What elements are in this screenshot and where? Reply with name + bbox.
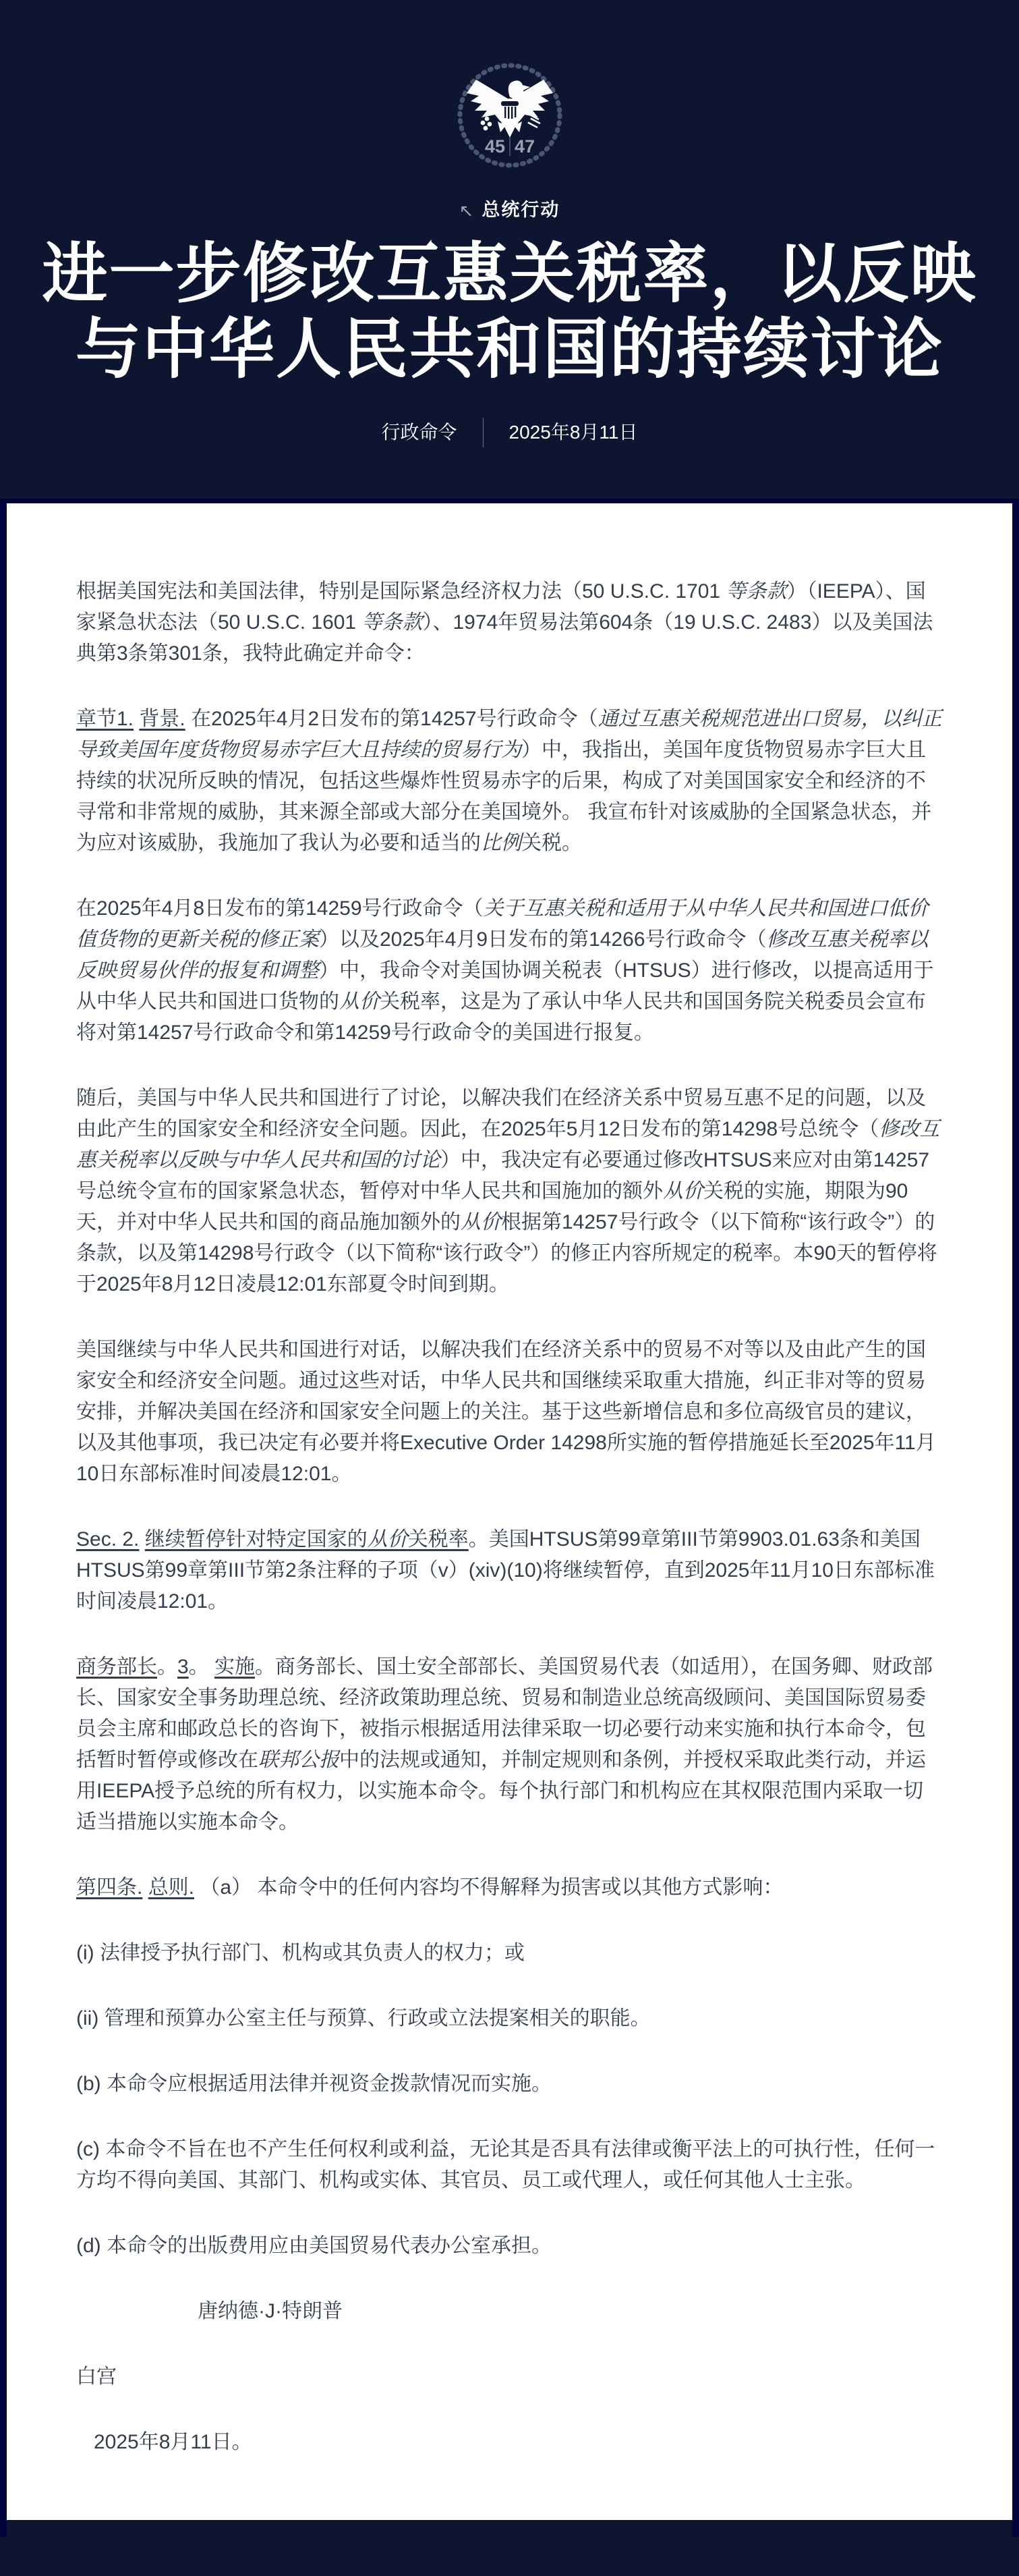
shield-icon bbox=[501, 101, 519, 120]
text-run: ）、1974年贸易法第604条（19 U.S.C. 2483）以及美国法典第3条第301条，我特此确定并命令： bbox=[76, 611, 933, 665]
article-zone bbox=[0, 499, 1019, 2537]
paragraph bbox=[76, 2231, 943, 2262]
text-run: 修改互惠关税率以反映贸易伙伴的报复和调整 bbox=[76, 928, 929, 982]
paragraph bbox=[76, 893, 943, 1048]
text-run: 比例 bbox=[481, 832, 521, 854]
text-run: 美国继续与中华人民共和国进行对话，以解决我们在经济关系中的贸易不对等以及由此产生的国家安全和经济安全问题。通过这些对话，中华人民共和国继续采取重大措施，纠正非对等的贸易安排，并解决美国在经济和国家安全问题上的关注。基于这些新增信息和多位高级官员的建议，以及其他事项，我已决定有必要并将Executive Order 14298所实施的暂停措施延长至2025年11月10日东部标准时间凌晨12:01。 bbox=[76, 1339, 936, 1485]
text-run: 商务部长 bbox=[76, 1656, 157, 1678]
seal-term-45: 45 bbox=[484, 136, 505, 157]
text-run: 总则. bbox=[148, 1876, 195, 1899]
paragraph bbox=[76, 2296, 943, 2327]
text-run: 3 bbox=[177, 1656, 189, 1678]
text-run: 从价 bbox=[461, 1211, 501, 1233]
text-run: 关税。 bbox=[521, 832, 582, 854]
seal-term-47: 47 bbox=[514, 136, 535, 157]
text-run: 继续暂停针对特定国家的 bbox=[144, 1528, 368, 1550]
text-run: 。美国HTSUS第99章第III节第9903.01.63条和美国HTSUS第99章第III节第2条注释的子项（v）(xiv)(10)将继续暂停，直到2025年11月10日东部标准时间凌晨12:01。 bbox=[76, 1528, 935, 1613]
paragraph bbox=[76, 1652, 943, 1838]
presidential-seal bbox=[456, 62, 564, 170]
text-run: ）以及2025年4月9日发布的第14266号行政命令（ bbox=[319, 928, 767, 951]
paragraph bbox=[76, 1335, 943, 1490]
text-run: 关税率，这是为了承认中华人民共和国国务院关税委员会宣布将对第14257号行政命令和第14259号行政命令的美国进行报复。 bbox=[76, 990, 926, 1044]
paragraph bbox=[76, 704, 943, 859]
seal-term-divider bbox=[509, 138, 511, 156]
text-run: 等条款 bbox=[726, 580, 787, 603]
text-run: 等条款 bbox=[361, 611, 423, 634]
breadcrumb-label: 总统行动 bbox=[482, 200, 560, 220]
paragraph bbox=[76, 2134, 943, 2196]
text-run: 关于互惠关税和适用于从中华人民共和国进口低价值货物的更新关税的修正案 bbox=[76, 897, 929, 951]
text-run: 唐纳德·J·特朗普 bbox=[198, 2300, 343, 2322]
text-run: ）中，我命令对美国协调关税表（HTSUS）进行修改，以提高适用于从中华人民共和国进口货物的 bbox=[76, 959, 934, 1013]
article-body bbox=[76, 576, 943, 2458]
text-run: (d) 本命令的出版费用应由美国贸易代表办公室承担。 bbox=[76, 2235, 552, 2257]
text-run: （a） 本命令中的任何内容均不得解释为损害或以其他方式影响： bbox=[194, 1876, 784, 1899]
text-run: 白宫 bbox=[76, 2365, 117, 2388]
text-run: 根据美国宪法和美国法律，特别是国际紧急经济权力法（50 U.S.C. 1701 bbox=[76, 580, 726, 603]
footer-band bbox=[7, 2520, 1012, 2537]
paragraph bbox=[76, 576, 943, 669]
text-run: 第四条. bbox=[76, 1876, 143, 1899]
text-run: 联邦公报 bbox=[258, 1749, 339, 1771]
paragraph bbox=[76, 2069, 943, 2100]
text-run: 随后，美国与中华人民共和国进行了讨论，以解决我们在经济关系中贸易互惠不足的问题，以及由此产生的国家安全和经济安全问题。因此，在2025年5月12日发布的第14298号总统令（ bbox=[76, 1087, 926, 1140]
text-run: 关税的实施，期限为90天，并对中华人民共和国的商品施加额外的 bbox=[76, 1180, 908, 1233]
paragraph bbox=[76, 2361, 943, 2392]
paragraph bbox=[76, 2427, 943, 2458]
text-run: 章节1. bbox=[76, 708, 134, 730]
text-run: 通过互惠关税规范进出口贸易，以纠正导致美国年度货物贸易赤字巨大且持续的贸易行为 bbox=[76, 708, 942, 761]
text-run: ）（IEEPA）、国家紧急状态法（50 U.S.C. 1601 bbox=[76, 580, 926, 634]
text-run: 2025年8月11日。 bbox=[94, 2431, 252, 2453]
text-run: (c) 本命令不旨在也不产生任何权利或利益，无论其是否具有法律或衡平法上的可执行性，任何一方均不得向美国、其部门、机构或实体、其官员、员工或代理人，或任何其他人士主张。 bbox=[76, 2138, 935, 2191]
text-run: 从价 bbox=[367, 1528, 408, 1550]
text-run: 背景. bbox=[139, 708, 185, 730]
text-run: 从价 bbox=[339, 990, 380, 1013]
text-run: 在2025年4月8日发布的第14259号行政命令（ bbox=[76, 897, 484, 920]
paragraph bbox=[76, 1872, 943, 1903]
paragraph bbox=[76, 1524, 943, 1617]
text-run: (i) 法律授予执行部门、机构或其负责人的权力；或 bbox=[76, 1942, 525, 1964]
text-run: 修改互惠关税率以反映与中华人民共和国的讨论 bbox=[76, 1118, 940, 1171]
breadcrumb-presidential-actions[interactable] bbox=[0, 201, 1019, 219]
text-run bbox=[139, 1528, 144, 1550]
page-title: 进一步修改互惠关税率，以反映与中华人民共和国的持续讨论 bbox=[42, 238, 977, 386]
text-run: 中的法规或通知，并制定规则和条例，并授权采取此类行动，并运用IEEPA授予总统的所有权力，以实施本命令。每个执行部门和机构应在其权限范围内采取一切适当措施以实施本命令。 bbox=[76, 1749, 926, 1833]
text-run: 实施 bbox=[214, 1656, 256, 1678]
text-run: 。商务部长、国土安全部部长、美国贸易代表（如适用），在国务卿、财政部长、国家安全事务助理总统、经济政策助理总统、贸易和制造业总统高级顾问、美国国际贸易委员会主席和邮政总长的咨询下，被指示根据适用法律采取一切必要行动来实施和执行本命令，包括暂时暂停或修改在 bbox=[76, 1656, 933, 1771]
text-run: 关税率 bbox=[407, 1528, 469, 1550]
paragraph bbox=[76, 2003, 943, 2034]
text-run: ）中，我指出，美国年度货物贸易赤字巨大且持续的状况所反映的情况，包括这些爆炸性贸易赤字的后果，构成了对美国国家安全和经济的不寻常和非常规的威胁，其来源全部或大部分在美国境外。 我宣布针对该威胁的全国紧急状态，并为应对该威胁，我施加了我认为必要和适当的 bbox=[76, 739, 932, 854]
paragraph bbox=[76, 1083, 943, 1300]
meta-divider bbox=[483, 418, 484, 447]
text-run: 在2025年4月2日发布的第14257号行政命令（ bbox=[185, 708, 598, 730]
text-run: ）中，我决定有必要通过修改HTSUS来应对由第14257号总统令宣布的国家紧急状态，暂停对中华人民共和国施加的额外 bbox=[76, 1149, 930, 1202]
hero-banner bbox=[0, 0, 1019, 499]
article-card bbox=[7, 503, 1012, 2520]
date-label: 2025年8月11日 bbox=[508, 422, 638, 443]
text-run: 。 bbox=[188, 1656, 215, 1678]
text-run: 从价 bbox=[663, 1180, 703, 1202]
article-meta bbox=[0, 418, 1019, 447]
paragraph bbox=[76, 1938, 943, 1969]
text-run: 。 bbox=[157, 1656, 177, 1678]
text-run: 根据第14257号行政令（以下简称“该行政令”）的条款，以及第14298号行政令（以下简称“该行政令”）的修正内容所规定的税率。本90天的暂停将于2025年8月12日凌晨12:01东部夏令时间到期。 bbox=[76, 1211, 937, 1295]
category-label: 行政命令 bbox=[381, 422, 457, 443]
text-run bbox=[142, 1876, 148, 1899]
text-run: (ii) 管理和预算办公室主任与预算、行政或立法提案相关的职能。 bbox=[76, 2007, 651, 2029]
text-run: (b) 本命令应根据适用法律并视资金拨款情况而实施。 bbox=[76, 2073, 552, 2095]
text-run: Sec. 2. bbox=[76, 1528, 140, 1550]
arrow-up-left-icon: ↖ bbox=[459, 200, 474, 221]
